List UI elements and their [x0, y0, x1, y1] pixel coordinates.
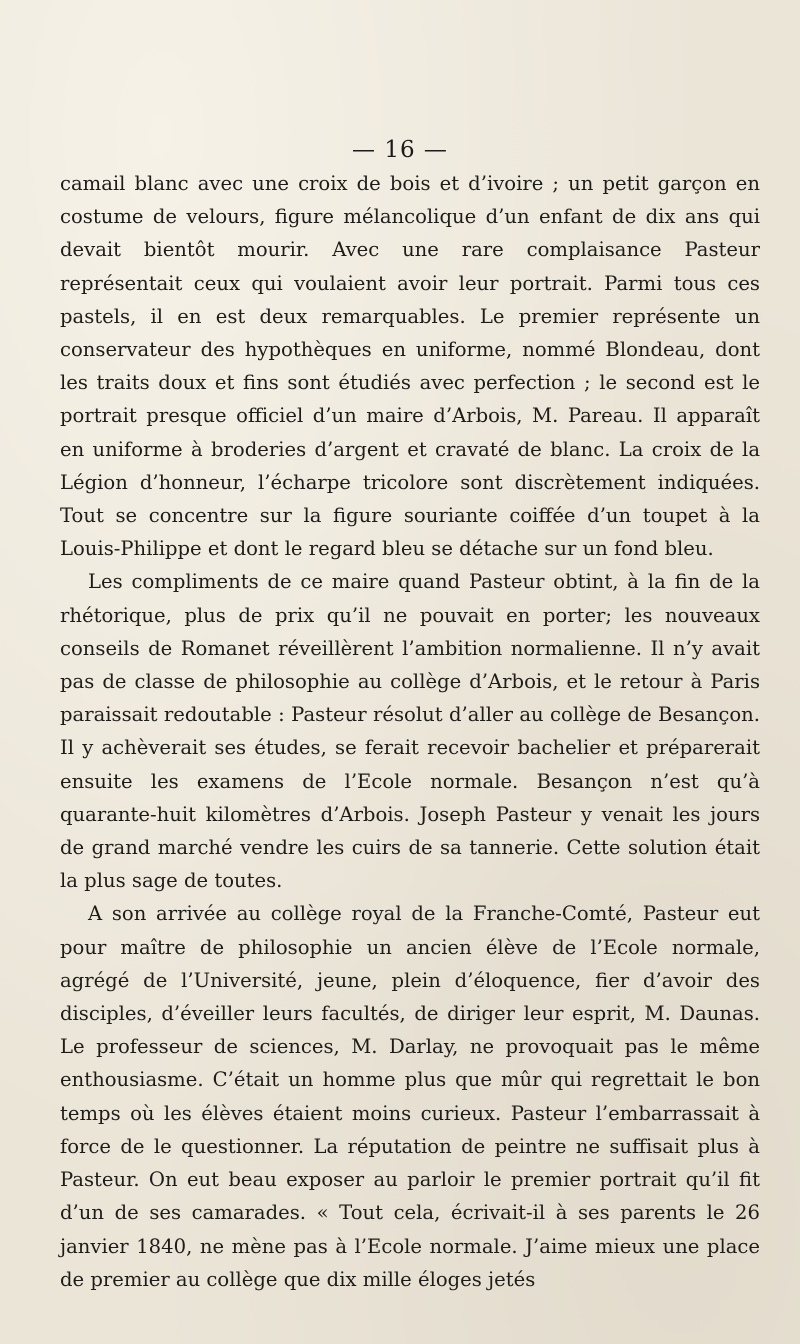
page-number: — 16 — [352, 137, 448, 163]
paragraph: camail blanc avec une croix de bois et d’ivoire ; un petit garçon en costume de velours, figure mélancolique d’un enfant de dix ans qui devait bientôt mourir. Avec une rare complaisance Pasteur représentait ceux qui voulaient avoir leur portrait. Parmi tous ces pastels, il en est deux remarquables. Le premier représente un conservateur des hypothèques en uniforme, nommé Blondeau, dont les traits doux et fins sont étudiés avec perfection ; le second est le portrait presque officiel d’un maire d’Arbois, M. Pareau. Il apparaît en uniforme à broderies d’argent et cravaté de blanc. La croix de la Légion d’honneur, l’écharpe tricolore sont discrètement indiquées. Tout se concentre sur la figure souriante coiffée d’un toupet à la Louis-Philippe et dont le regard bleu se détache sur un fond bleu. [60, 172, 760, 561]
paragraph: Les compliments de ce maire quand Pasteur obtint, à la fin de la rhétorique, plus de prix qu’il ne pouvait en porter; les nouveaux conseils de Romanet réveillèrent l’ambition normalienne. Il n’y avait pas de classe de philosophie au collège d’Arbois, et le retour à Paris paraissait redoutable : Pasteur résolut d’aller au collège de Besançon. Il y achèverait ses études, se ferait recevoir bachelier et préparerait ensuite les examens de l’Ecole normale. Besançon n’est qu’à quarante-huit kilomètres d’Arbois. Joseph Pasteur y venait les jours de grand marché vendre les cuirs de sa tannerie. Cette solution était la plus sage de toutes. [60, 570, 760, 893]
body-text [60, 167, 760, 1296]
paragraph: A son arrivée au collège royal de la Franche-Comté, Pasteur eut pour maître de philosophie un ancien élève de l’Ecole normale, agrégé de l’Université, jeune, plein d’éloquence, fier d’avoir des disciples, d’éveiller leurs facultés, de diriger leur esprit, M. Daunas. Le professeur de sciences, M. Darlay, ne provoquait pas le même enthousiasme. C’était un homme plus que mûr qui regrettait le bon temps où les élèves étaient moins curieux. Pasteur l’embarrassait à force de le questionner. La réputation de peintre ne suffisait plus à Pasteur. On eut beau exposer au parloir le premier portrait qu’il fit d’un de ses camarades. « Tout cela, écrivait-il à ses parents le 26 janvier 1840, ne mène pas à l’Ecole normale. J’aime mieux une place de premier au collège que dix mille éloges jetés [60, 902, 760, 1291]
